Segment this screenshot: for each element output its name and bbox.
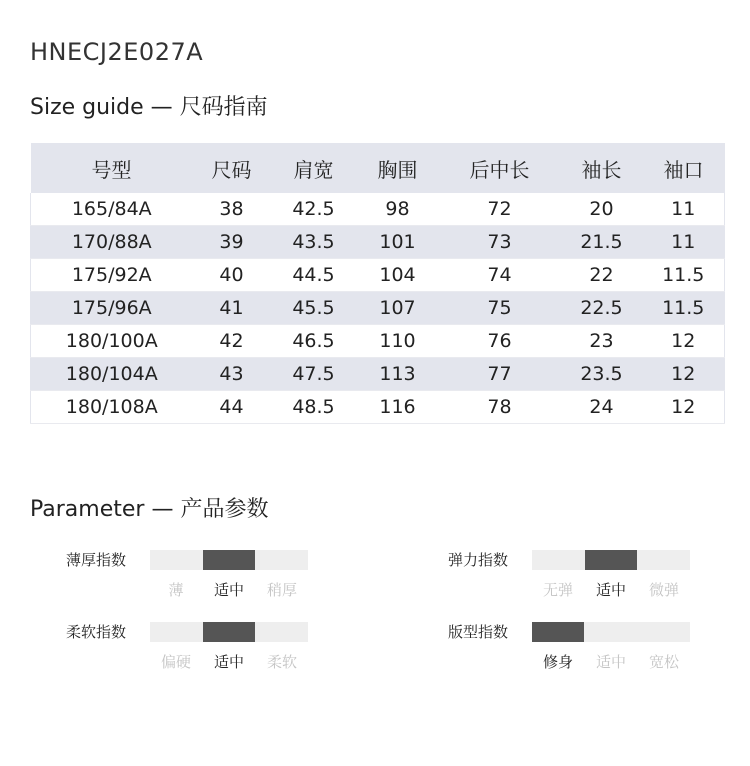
parameter-option: 微弹	[648, 581, 679, 599]
parameter-option: 适中	[213, 581, 244, 599]
parameter-option: 薄	[168, 581, 184, 599]
table-row	[31, 259, 725, 292]
table-cell: 180/100A	[31, 325, 193, 358]
table-cell: 38	[193, 193, 271, 226]
parameter-label: 弹力指数	[448, 551, 509, 569]
table-cell: 47.5	[271, 358, 357, 391]
table-cell: 22	[561, 259, 643, 292]
table-row	[31, 292, 725, 325]
table-cell: 11	[643, 193, 725, 226]
table-cell: 72	[439, 193, 561, 226]
table-cell: 76	[439, 325, 561, 358]
table-row	[31, 325, 725, 358]
table-cell: 43	[193, 358, 271, 391]
table-cell: 11.5	[643, 259, 725, 292]
table-cell: 39	[193, 226, 271, 259]
header-cell: 袖口	[643, 143, 725, 193]
parameter-bar	[150, 550, 308, 570]
parameter-bar-fill	[203, 550, 255, 570]
table-cell: 21.5	[561, 226, 643, 259]
table-cell: 78	[439, 391, 561, 424]
table-cell: 42.5	[271, 193, 357, 226]
product-code: HNECJ2E027A	[30, 38, 204, 66]
table-row	[31, 226, 725, 259]
parameter-option: 稍厚	[266, 581, 297, 599]
parameter-option: 适中	[213, 653, 244, 671]
table-cell: 23	[561, 325, 643, 358]
table-cell: 175/92A	[31, 259, 193, 292]
parameter-item	[448, 621, 750, 691]
table-cell: 23.5	[561, 358, 643, 391]
parameter-bar	[150, 622, 308, 642]
size-table	[30, 143, 725, 424]
parameter-option: 修身	[542, 653, 573, 671]
parameter-option: 适中	[595, 653, 626, 671]
table-cell: 113	[357, 358, 439, 391]
table-cell: 41	[193, 292, 271, 325]
parameter-label: 版型指数	[448, 623, 509, 641]
table-cell: 98	[357, 193, 439, 226]
table-cell: 73	[439, 226, 561, 259]
table-cell: 75	[439, 292, 561, 325]
table-cell: 44	[193, 391, 271, 424]
header-cell: 尺码	[193, 143, 271, 193]
table-cell: 180/108A	[31, 391, 193, 424]
table-cell: 104	[357, 259, 439, 292]
table-cell: 74	[439, 259, 561, 292]
table-cell: 40	[193, 259, 271, 292]
table-cell: 116	[357, 391, 439, 424]
parameter-title: Parameter — 产品参数	[30, 497, 269, 522]
size-table-header	[31, 143, 725, 193]
parameter-option: 无弹	[542, 581, 573, 599]
parameter-bar-fill	[532, 622, 584, 642]
table-cell: 24	[561, 391, 643, 424]
table-row	[31, 193, 725, 226]
size-guide-title: Size guide — 尺码指南	[30, 95, 268, 120]
header-cell: 号型	[31, 143, 193, 193]
table-cell: 48.5	[271, 391, 357, 424]
table-row	[31, 391, 725, 424]
table-cell: 77	[439, 358, 561, 391]
table-cell: 101	[357, 226, 439, 259]
table-cell: 11	[643, 226, 725, 259]
table-cell: 12	[643, 391, 725, 424]
table-cell: 11.5	[643, 292, 725, 325]
table-cell: 45.5	[271, 292, 357, 325]
table-cell: 43.5	[271, 226, 357, 259]
parameter-item	[448, 549, 750, 619]
header-cell: 肩宽	[271, 143, 357, 193]
header-cell: 胸围	[357, 143, 439, 193]
parameter-option: 适中	[595, 581, 626, 599]
table-cell: 180/104A	[31, 358, 193, 391]
table-cell: 110	[357, 325, 439, 358]
table-cell: 165/84A	[31, 193, 193, 226]
table-cell: 22.5	[561, 292, 643, 325]
header-cell: 袖长	[561, 143, 643, 193]
parameter-item	[66, 621, 386, 691]
table-cell: 44.5	[271, 259, 357, 292]
table-cell: 20	[561, 193, 643, 226]
table-cell: 107	[357, 292, 439, 325]
parameter-option: 柔软	[266, 653, 297, 671]
parameter-bar-fill	[203, 622, 255, 642]
table-cell: 46.5	[271, 325, 357, 358]
table-cell: 175/96A	[31, 292, 193, 325]
header-cell: 后中长	[439, 143, 561, 193]
parameter-option: 宽松	[648, 653, 679, 671]
parameter-label: 柔软指数	[66, 623, 127, 641]
parameter-bar	[532, 550, 690, 570]
table-cell: 42	[193, 325, 271, 358]
table-cell: 12	[643, 358, 725, 391]
parameter-option: 偏硬	[160, 653, 191, 671]
table-cell: 12	[643, 325, 725, 358]
parameter-label: 薄厚指数	[66, 551, 127, 569]
parameter-bar	[532, 622, 690, 642]
size-table-body	[31, 193, 725, 424]
table-cell: 170/88A	[31, 226, 193, 259]
parameter-item	[66, 549, 386, 619]
parameter-bar-fill	[585, 550, 637, 570]
table-row	[31, 358, 725, 391]
